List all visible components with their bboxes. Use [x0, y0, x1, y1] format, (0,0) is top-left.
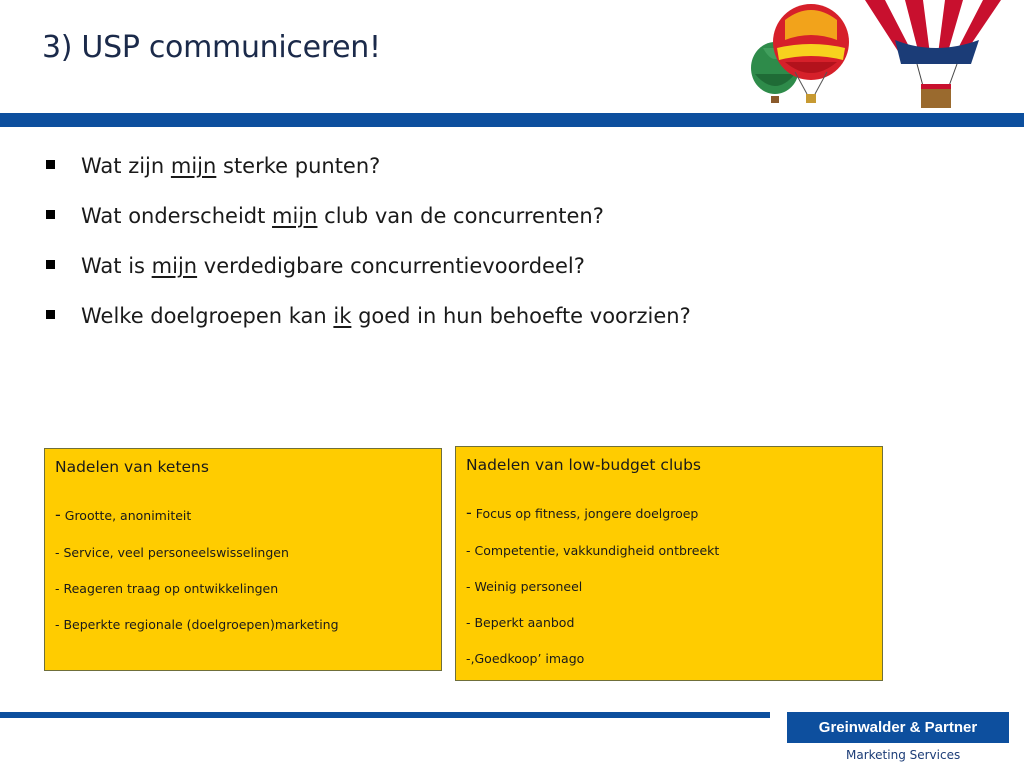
bullet-emphasis: mijn — [151, 254, 198, 278]
box-line: - Reageren traag op ontwikkelingen — [55, 581, 279, 596]
box-heading: Nadelen van ketens — [55, 458, 209, 476]
bullet-list — [44, 152, 804, 352]
box-line: -‚Goedkoop’ imago — [466, 651, 585, 666]
bullet-text: club van de concurrenten? — [317, 204, 604, 228]
bullet-item — [44, 152, 804, 202]
bullet-text: Wat is — [81, 254, 152, 278]
company-logo: Greinwalder & Partner — [787, 712, 1009, 743]
box-line: - Service, veel personeelswisselingen — [55, 545, 289, 560]
square-bullet-icon — [46, 310, 55, 319]
bullet-text: Wat onderscheidt — [81, 204, 273, 228]
top-band — [0, 113, 1024, 127]
bullet-text: Wat zijn — [81, 154, 171, 178]
square-bullet-icon — [46, 260, 55, 269]
bottom-band — [0, 712, 770, 718]
box-line-text: Grootte, anonimiteit — [60, 508, 192, 523]
box-dash: - — [55, 505, 61, 524]
striped-balloon-icon — [857, 0, 1007, 108]
bullet-item — [44, 202, 804, 252]
bullet-item — [44, 302, 804, 352]
bullet-text: sterke punten? — [216, 154, 381, 178]
box-line: - Competentie, vakkundigheid ontbreekt — [466, 543, 720, 558]
box-line — [466, 503, 698, 522]
box-line-text: Focus op fitness, jongere doelgroep — [471, 506, 699, 521]
hot-air-balloons-image — [745, 0, 1024, 113]
bullet-emphasis: ik — [333, 304, 352, 328]
bullet-emphasis: mijn — [170, 154, 217, 178]
box-dash: - — [466, 503, 472, 522]
company-logo-subtitle: Marketing Services — [846, 748, 961, 762]
box-line — [55, 505, 191, 524]
square-bullet-icon — [46, 160, 55, 169]
box-line: - Weinig personeel — [466, 579, 583, 594]
bullet-text: goed in hun behoefte voorzien? — [351, 304, 691, 328]
box-line: - Beperkt aanbod — [466, 615, 575, 630]
low-budget-disadvantages-box — [455, 446, 883, 681]
square-bullet-icon — [46, 210, 55, 219]
bullet-text: verdedigbare concurrentievoordeel? — [197, 254, 585, 278]
box-line: - Beperkte regionale (doelgroepen)marketing — [55, 617, 339, 632]
bullet-item — [44, 252, 804, 302]
bullet-emphasis: mijn — [272, 204, 318, 228]
slide-title: 3) USP communiceren! — [42, 30, 381, 65]
box-heading: Nadelen van low-budget clubs — [466, 456, 701, 474]
bullet-text: Welke doelgroepen kan — [81, 304, 334, 328]
chains-disadvantages-box — [44, 448, 442, 671]
